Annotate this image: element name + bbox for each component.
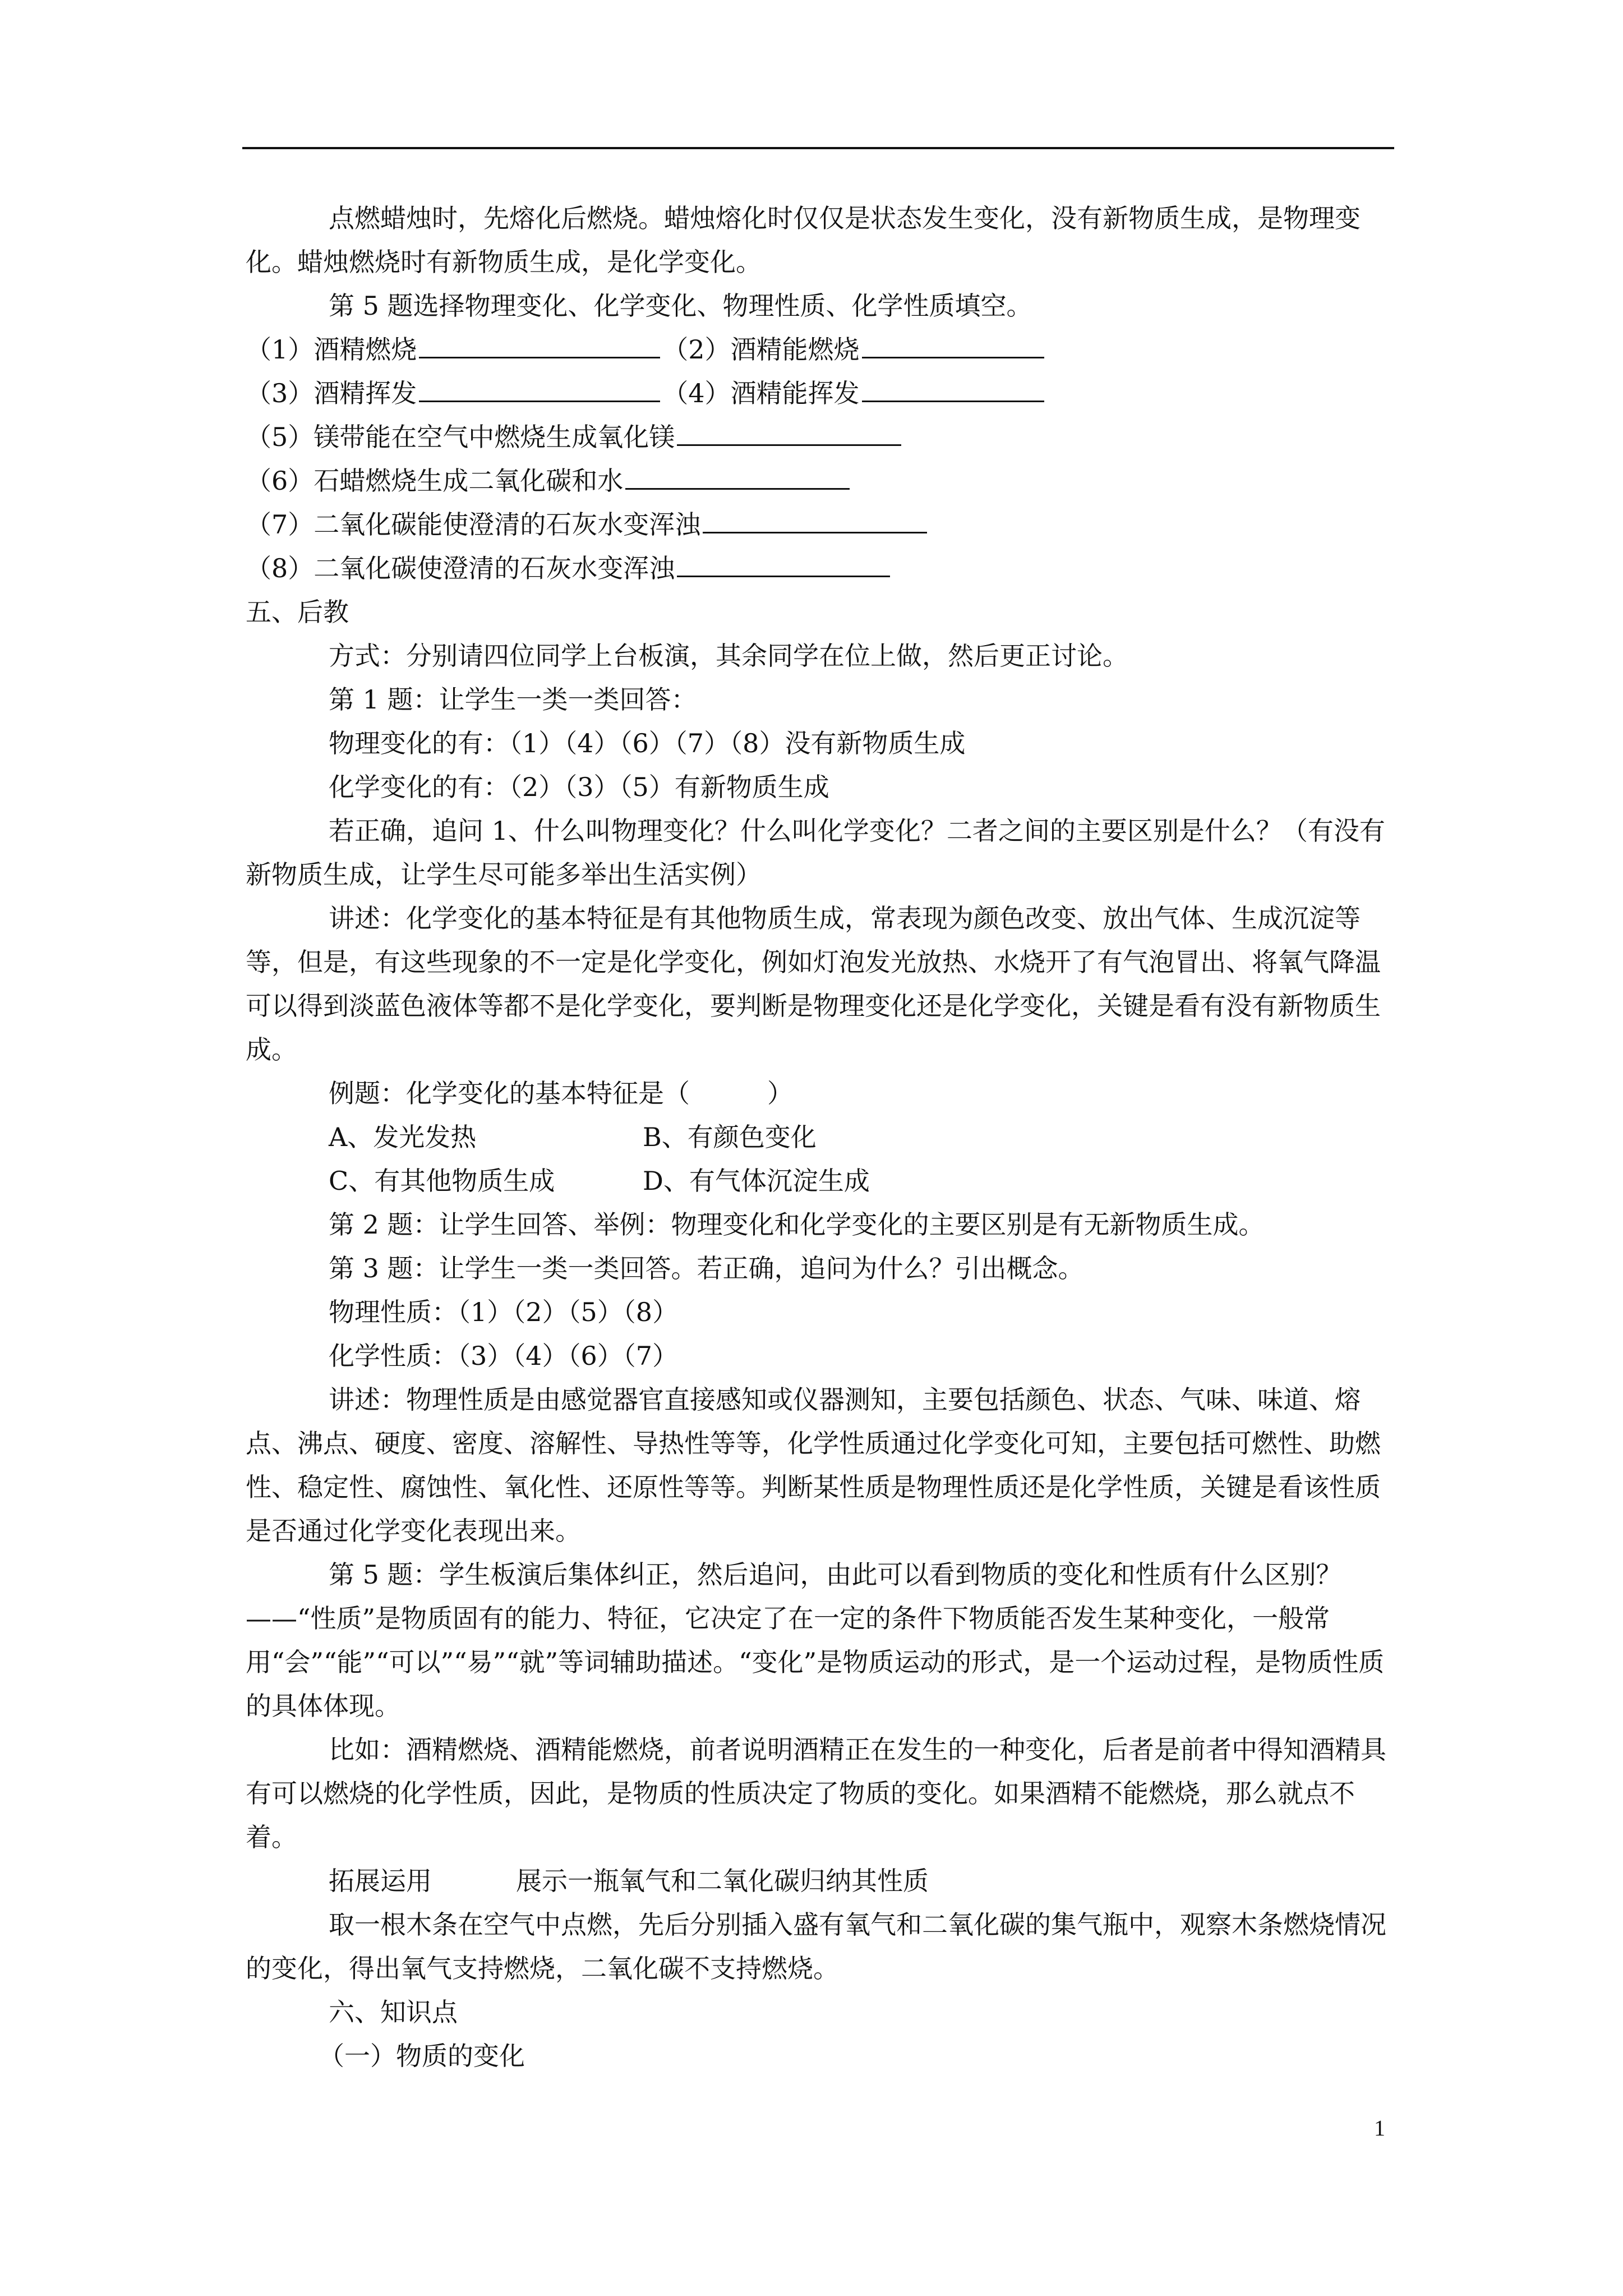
extension-label: 拓展运用 xyxy=(329,1866,432,1896)
paragraph: 化学性质：（3）（4）（6）（7） xyxy=(329,1341,679,1371)
paragraph xyxy=(246,1859,1395,1903)
paragraph: 第 1 题：让学生一类一类回答： xyxy=(329,684,697,715)
section-heading: 六、知识点 xyxy=(329,1997,458,2027)
question-label: （1）酒精燃烧 xyxy=(246,334,417,365)
answer-blank[interactable] xyxy=(862,376,1044,402)
subsection-heading: （一）物质的变化 xyxy=(319,2041,525,2071)
answer-blank[interactable] xyxy=(625,463,850,490)
paragraph: 点燃蜡烛时，先熔化后燃烧。蜡烛熔化时仅仅是状态发生变化，没有新物质生成，是物理变化。蜡烛燃烧时有新物质生成，是化学变化。 xyxy=(246,203,1361,277)
header-rule xyxy=(242,147,1394,149)
document-body xyxy=(246,196,1395,2078)
fill-blank-row xyxy=(246,459,1395,503)
question-label: （6）石蜡燃烧生成二氧化碳和水 xyxy=(246,466,624,496)
question-label: （7）二氧化碳能使澄清的石灰水变浑浊 xyxy=(246,509,701,540)
answer-blank[interactable] xyxy=(703,507,927,533)
paragraph: 方式：分别请四位同学上台板演，其余同学在位上做，然后更正讨论。 xyxy=(329,641,1128,671)
section-heading: 五、后教 xyxy=(246,597,349,627)
fill-blank-row xyxy=(246,328,1395,371)
paragraph: 第 2 题：让学生回答、举例：物理变化和化学变化的主要区别是有无新物质生成。 xyxy=(329,1209,1265,1240)
page-number: 1 xyxy=(1374,2115,1385,2141)
option-b: B、有颜色变化 xyxy=(643,1122,817,1152)
paragraph: 物理性质：（1）（2）（5）（8） xyxy=(329,1297,679,1327)
option-row xyxy=(246,1159,1395,1203)
paragraph: 第 3 题：让学生一类一类回答。若正确，追问为什么？引出概念。 xyxy=(329,1253,1084,1283)
example-question: 例题：化学变化的基本特征是（ ） xyxy=(329,1078,793,1108)
paragraph: 化学变化的有：（2）（3）（5）有新物质生成 xyxy=(329,772,829,802)
paragraph: 讲述：化学变化的基本特征是有其他物质生成，常表现为颜色改变、放出气体、生成沉淀等等，但是，有这些现象的不一定是化学变化，例如灯泡发光放热、水烧开了有气泡冒出、将氧气降温可以得到淡蓝色液体等都不是化学变化，要判断是物理变化还是化学变化，关键是看有没有新物质生成。 xyxy=(246,903,1381,1065)
answer-blank[interactable] xyxy=(419,332,660,358)
question-label: （2）酒精能燃烧 xyxy=(662,334,860,365)
paragraph: 比如：酒精燃烧、酒精能燃烧，前者说明酒精正在发生的一种变化，后者是前者中得知酒精具有可以燃烧的化学性质，因此，是物质的性质决定了物质的变化。如果酒精不能燃烧，那么就点不着。 xyxy=(246,1734,1386,1852)
option-a: A、发光发热 xyxy=(329,1122,477,1152)
paragraph: 若正确，追问 1、什么叫物理变化？什么叫化学变化？二者之间的主要区别是什么？（有没有新物质生成，让学生尽可能多举出生活实例） xyxy=(246,816,1385,890)
question-label: （8）二氧化碳使澄清的石灰水变浑浊 xyxy=(246,553,675,583)
fill-blank-row xyxy=(246,546,1395,590)
answer-blank[interactable] xyxy=(677,551,890,577)
paragraph: 物理变化的有：（1）（4）（6）（7）（8）没有新物质生成 xyxy=(329,728,966,758)
option-d: D、有气体沉淀生成 xyxy=(643,1166,870,1196)
option-c: C、有其他物质生成 xyxy=(329,1166,555,1196)
fill-blank-row xyxy=(246,371,1395,415)
fill-blank-row xyxy=(246,415,1395,459)
answer-blank[interactable] xyxy=(677,420,901,446)
paragraph: 取一根木条在空气中点燃，先后分别插入盛有氧气和二氧化碳的集气瓶中，观察木条燃烧情况的变化，得出氧气支持燃烧，二氧化碳不支持燃烧。 xyxy=(246,1910,1386,1984)
extension-text: 展示一瓶氧气和二氧化碳归纳其性质 xyxy=(516,1866,929,1896)
question-label: （3）酒精挥发 xyxy=(246,378,417,408)
answer-blank[interactable] xyxy=(862,332,1044,358)
fill-blank-row xyxy=(246,503,1395,546)
paragraph: 第 5 题选择物理变化、化学变化、物理性质、化学性质填空。 xyxy=(329,291,1032,321)
option-row xyxy=(246,1115,1395,1159)
question-label: （4）酒精能挥发 xyxy=(662,378,860,408)
question-label: （5）镁带能在空气中燃烧生成氧化镁 xyxy=(246,422,675,452)
answer-blank[interactable] xyxy=(419,376,660,402)
paragraph: 讲述：物理性质是由感觉器官直接感知或仪器测知，主要包括颜色、状态、气味、味道、熔点、沸点、硬度、密度、溶解性、导热性等等，化学性质通过化学变化可知，主要包括可燃性、助燃性、稳定性、腐蚀性、氧化性、还原性等等。判断某性质是物理性质还是化学性质，关键是看该性质是否通过化学变化表现出来。 xyxy=(246,1384,1381,1546)
paragraph: 第 5 题：学生板演后集体纠正，然后追问，由此可以看到物质的变化和性质有什么区别？——“性质”是物质固有的能力、特征，它决定了在一定的条件下物质能否发生某种变化，一般常用“会”“能”“可以”“易”“就”等词辅助描述。“变化”是物质运动的形式，是一个运动过程，是物质性质的具体体现。 xyxy=(246,1559,1385,1721)
